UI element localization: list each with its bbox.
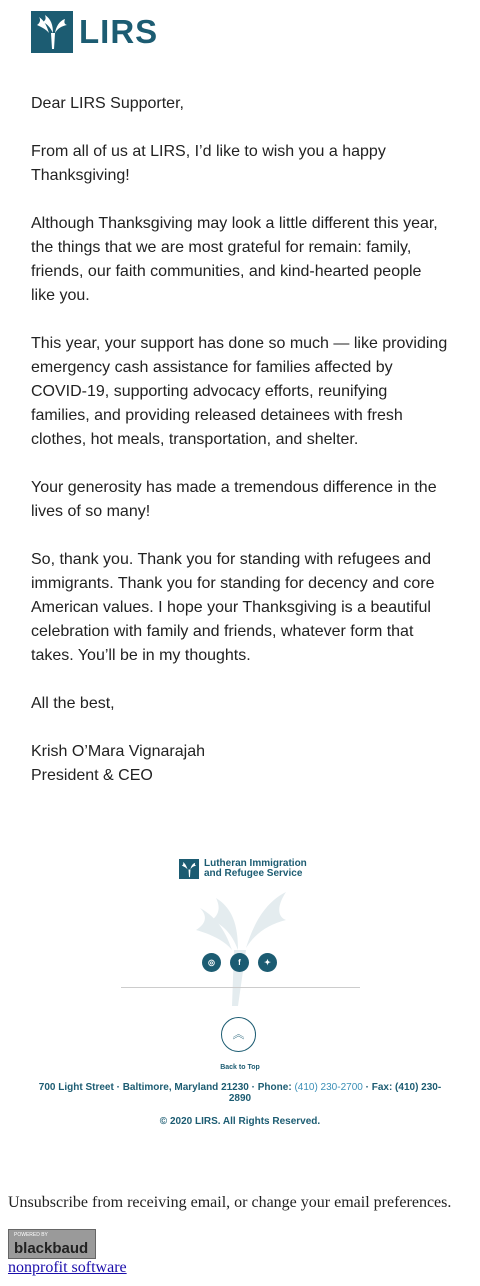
- facebook-icon[interactable]: f: [230, 953, 249, 972]
- address-text: 700 Light Street · Baltimore, Maryland 21230 · Phone:: [38, 1082, 292, 1093]
- powered-by-label: POWERED BY: [14, 1232, 48, 1238]
- footer-divider: [121, 987, 360, 988]
- back-to-top-button[interactable]: [221, 1017, 256, 1052]
- torch-logo-icon: [31, 11, 73, 53]
- nonprofit-software-link[interactable]: nonprofit software: [8, 1259, 127, 1276]
- footer-torch-icon: [179, 859, 199, 879]
- footer-org-line2: and Refugee Service: [204, 868, 303, 879]
- twitter-icon[interactable]: ✦: [258, 953, 277, 972]
- unsubscribe-link[interactable]: Unsubscribe from receiving email, or change your email preferences.: [8, 1194, 452, 1211]
- greeting: Dear LIRS Supporter,: [31, 95, 184, 112]
- blackbaud-logo: blackbaud: [14, 1240, 89, 1257]
- footer-address: [30, 1082, 450, 1104]
- lirs-logo[interactable]: [31, 11, 158, 53]
- copyright: © 2020 LIRS. All Rights Reserved.: [159, 1116, 321, 1127]
- letter-body: [31, 92, 449, 788]
- social-links: [202, 953, 277, 972]
- torch-watermark-icon: [190, 888, 290, 1008]
- back-to-top-link[interactable]: Back to Top: [220, 1064, 260, 1071]
- footer-logo[interactable]: [179, 859, 307, 879]
- paragraph-5: So, thank you. Thank you for standing with refugees and immigrants. Thank you for standing for decency and core American values. I hope your Thanksgiving is a beautiful celebration with family and friends, whatever form that takes. You’ll be in my thoughts.: [31, 551, 435, 664]
- fax-text: · Fax: (410) 230-2890: [228, 1082, 442, 1104]
- footer-org-name: [204, 859, 307, 879]
- signer-title: President & CEO: [31, 767, 153, 784]
- paragraph-2: Although Thanksgiving may look a little different this year, the things that we are most grateful for remain: family, friends, our faith communities, and kind-hearted people like you.: [31, 215, 438, 304]
- footer-org-line1: Lutheran Immigration: [204, 858, 307, 869]
- chevron-up-icon: ︽: [232, 1027, 245, 1041]
- logo-wordmark: LIRS: [79, 13, 159, 50]
- paragraph-1: From all of us at LIRS, I’d like to wish you a happy Thanksgiving!: [31, 143, 386, 184]
- instagram-icon[interactable]: ◎: [202, 953, 221, 972]
- signer-name: Krish O’Mara Vignarajah: [31, 743, 206, 760]
- closing: All the best,: [31, 695, 115, 712]
- phone-link[interactable]: (410) 230-2700: [294, 1082, 363, 1093]
- paragraph-4: Your generosity has made a tremendous difference in the lives of so many!: [31, 479, 437, 520]
- paragraph-3: This year, your support has done so much — like providing emergency cash assistance for families affected by COVID-19, supporting advocacy efforts, reunifying families, and providing released detainees with fresh clothes, hot meals, transportation, and shelter.: [31, 335, 448, 448]
- blackbaud-badge[interactable]: [8, 1229, 96, 1259]
